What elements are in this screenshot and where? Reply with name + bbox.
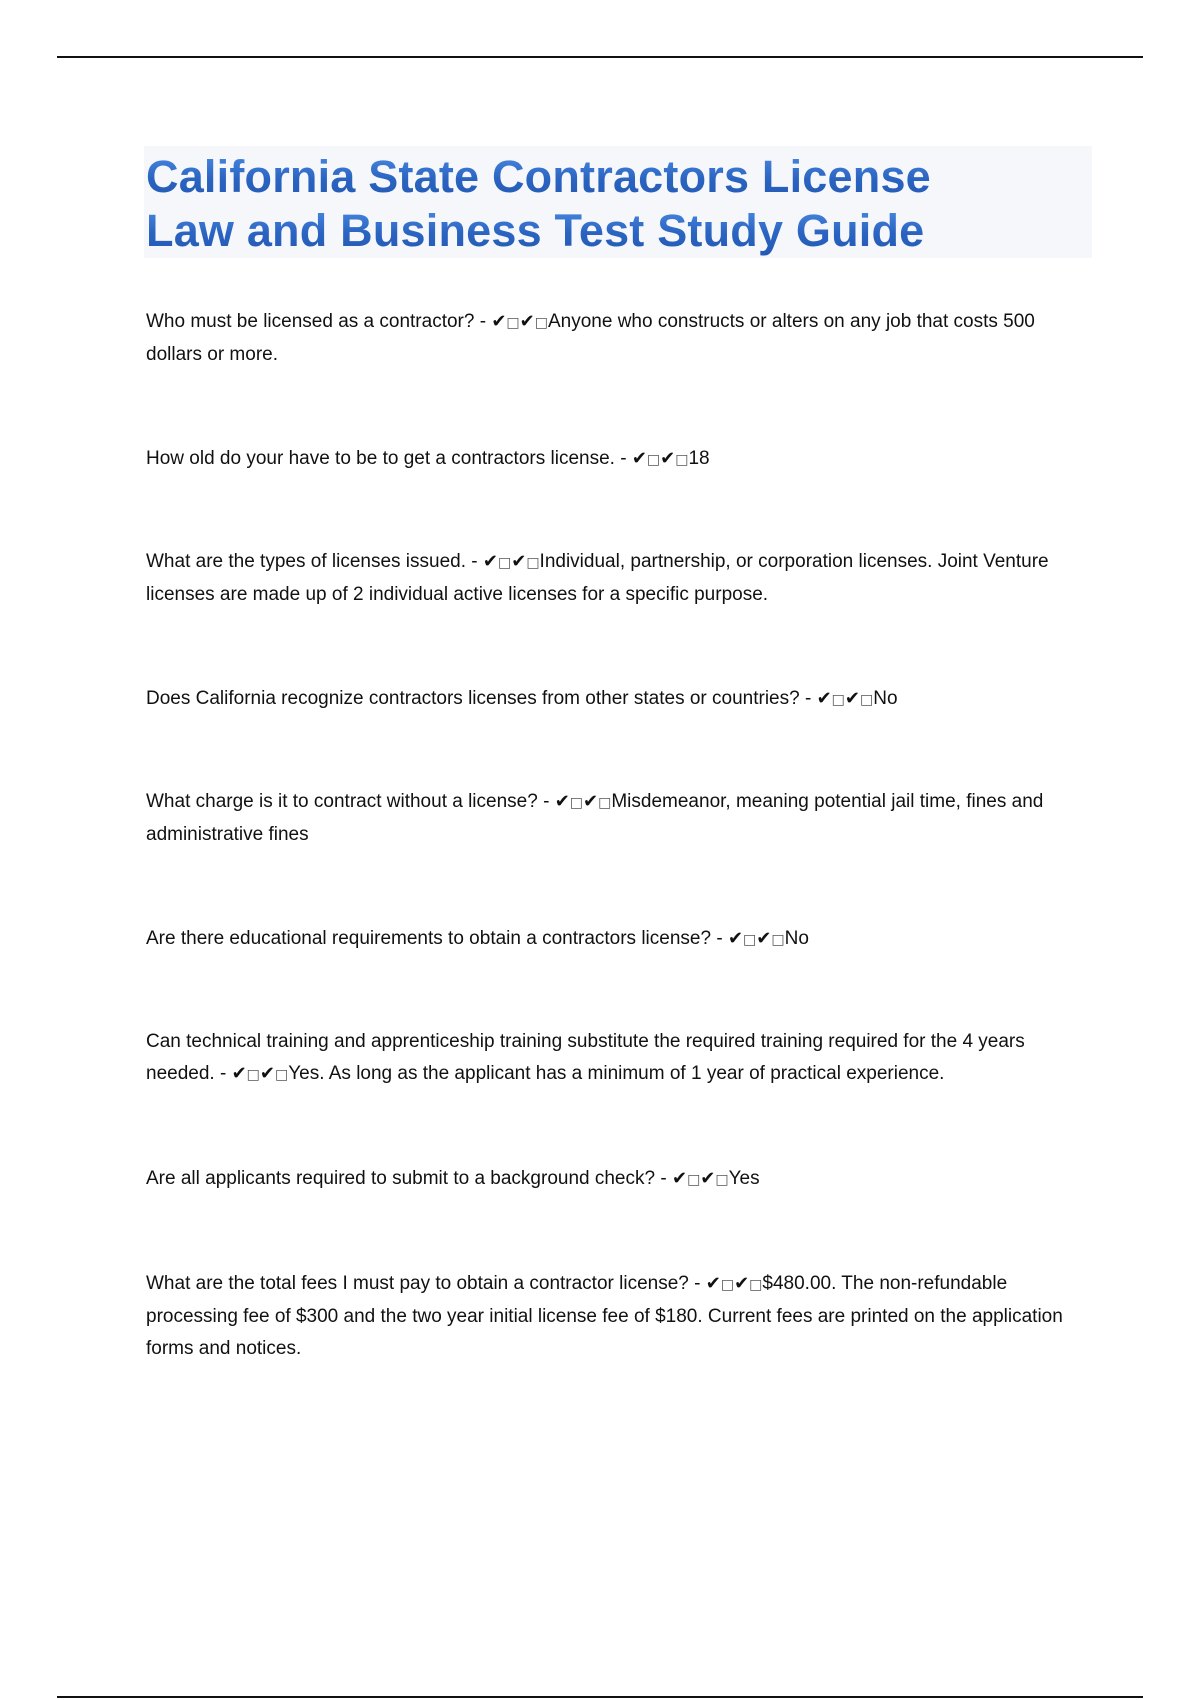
question-text: What are the types of licenses issued.	[146, 551, 466, 572]
box-icon: □	[715, 1172, 729, 1188]
box-icon: □	[506, 315, 520, 331]
question-text: Are all applicants required to submit to a background check?	[146, 1168, 656, 1189]
qa-item: What charge is it to contract without a license? - ✔□✔□Misdemeanor, meaning potential jail time, fines and administrative fines	[146, 791, 1044, 845]
box-icon: □	[831, 692, 845, 708]
answer-text: Individual, partnership, or corporation licenses. Joint Venture licenses are made up of 2 individual active licenses for a specific purpose.	[146, 551, 1049, 605]
question-text: Does California recognize contractors licenses from other states or countries?	[146, 688, 800, 709]
check-icon: ✔	[844, 688, 860, 709]
check-icon: ✔	[231, 1063, 247, 1084]
qa-item: What are the types of licenses issued. - ✔□✔□Individual, partnership, or corporation licenses. Joint Venture licenses are made up of 2 individual active licenses for a specific purpose.	[146, 551, 1049, 605]
answer-text: $480.00. The non-refundable processing fee of $300 and the two year initial license fee of $180. Current fees are printed on the application forms and notices.	[146, 1273, 1063, 1359]
check-icon: ✔	[631, 448, 647, 469]
box-icon: □	[675, 452, 689, 468]
check-icon: ✔	[756, 928, 772, 949]
box-icon: □	[771, 932, 785, 948]
box-icon: □	[646, 452, 661, 468]
qa-item: Are all applicants required to submit to a background check? - ✔□✔□Yes	[146, 1168, 760, 1189]
check-icon: ✔	[671, 1168, 688, 1189]
qa-item: Does California recognize contractors licenses from other states or countries? - ✔□✔□No	[146, 688, 898, 709]
answer-text: Yes	[728, 1168, 760, 1189]
check-icon: ✔	[519, 311, 535, 332]
check-icon: ✔	[816, 688, 832, 709]
check-icon: ✔	[554, 791, 570, 812]
qa-item: Are there educational requirements to obtain a contractors license? - ✔□✔□No	[146, 928, 809, 949]
check-icon: ✔	[511, 551, 527, 572]
check-icon: ✔	[583, 791, 599, 812]
answer-text: No	[784, 928, 809, 949]
bottom-divider	[57, 1696, 1143, 1698]
answer-text: Misdemeanor, meaning potential jail time, fines and administrative fines	[146, 791, 1044, 845]
question-text: Who must be licensed as a contractor?	[146, 311, 475, 332]
qa-item: Who must be licensed as a contractor? - ✔□✔□Anyone who constructs or alters on any job that costs 500 dollars or more.	[146, 311, 1035, 365]
box-icon: □	[534, 315, 548, 331]
question-text: What are the total fees I must pay to obtain a contractor license?	[146, 1273, 689, 1294]
check-icon: ✔	[705, 1273, 721, 1294]
box-icon: □	[569, 795, 584, 811]
title-line-1: California State Contractors License	[146, 150, 1092, 204]
answer-text: No	[873, 688, 898, 709]
box-icon: □	[687, 1172, 701, 1188]
box-icon: □	[860, 692, 874, 708]
check-icon: ✔	[734, 1273, 750, 1294]
answer-text: Yes. As long as the applicant has a minimum of 1 year of practical experience.	[288, 1063, 945, 1084]
check-icon: ✔	[491, 311, 507, 332]
box-icon: □	[743, 932, 757, 948]
check-icon: ✔	[700, 1168, 716, 1189]
question-text: How old do your have to be to get a contractors license.	[146, 448, 615, 469]
check-icon: ✔	[482, 551, 498, 572]
box-icon: □	[720, 1277, 735, 1293]
question-text: Can technical training and apprenticeship training substitute the required training required for the 4 years needed.	[146, 1031, 1025, 1084]
box-icon: □	[749, 1277, 763, 1293]
title-line-2: Law and Business Test Study Guide	[146, 204, 1092, 258]
question-text: What charge is it to contract without a license?	[146, 791, 538, 812]
box-icon: □	[246, 1067, 260, 1083]
qa-item: How old do your have to be to get a contractors license. - ✔□✔□18	[146, 448, 710, 469]
top-divider	[57, 56, 1143, 58]
check-icon: ✔	[660, 448, 676, 469]
box-icon: □	[275, 1067, 289, 1083]
document-title	[144, 146, 1092, 258]
box-icon: □	[497, 555, 512, 571]
answer-text: 18	[688, 448, 710, 469]
check-icon: ✔	[259, 1063, 275, 1084]
answer-text: Anyone who constructs or alters on any job that costs 500 dollars or more.	[146, 311, 1035, 365]
check-icon: ✔	[727, 928, 744, 949]
qa-item: Can technical training and apprenticeship training substitute the required training required for the 4 years needed. - ✔□✔□Yes. As long as the applicant has a minimum of 1 year of practical experience.	[146, 1031, 1025, 1084]
box-icon: □	[526, 555, 540, 571]
qa-item: What are the total fees I must pay to obtain a contractor license? - ✔□✔□$480.00. The non-refundable processing fee of $300 and the two year initial license fee of $180. Current fees are printed on the application forms and notices.	[146, 1273, 1063, 1359]
box-icon: □	[598, 795, 612, 811]
question-text: Are there educational requirements to obtain a contractors license?	[146, 928, 712, 949]
